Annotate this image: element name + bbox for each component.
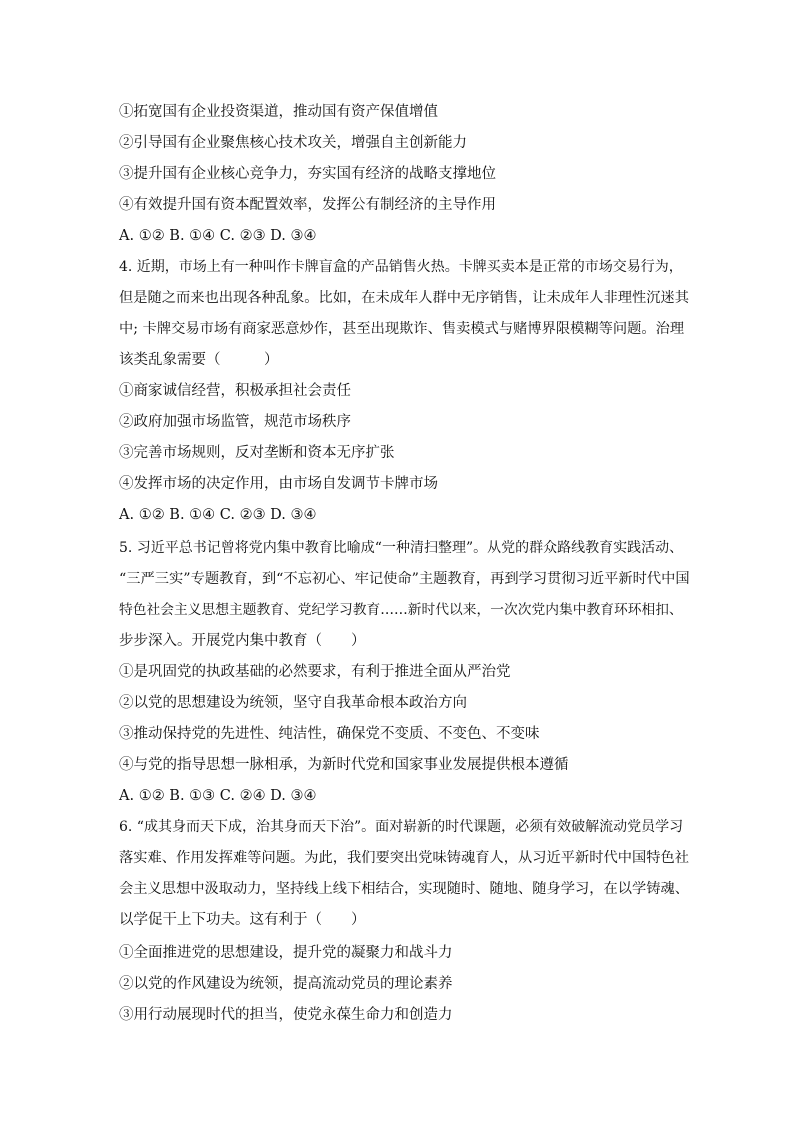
question-5-text: 5. 习近平总书记曾将党内集中教育比喻成“一种清扫整理”。从党的群众路线教育实践活动、 [119, 540, 684, 556]
question-4-text: 但是随之而来也出现各种乱象。比如，在未成年人群中无序销售，让未成年人非理性沉迷其 [119, 290, 690, 306]
option-4: ④与党的指导思想一脉相承，为新时代党和国家事业发展提供根本遵循 [119, 757, 569, 773]
option-1: ①拓宽国有企业投资渠道，推动国有资产保值增值 [119, 104, 438, 120]
option-3: ③用行动展现时代的担当，使党永葆生命力和创造力 [119, 1007, 453, 1023]
question-6-text: 6. “成其身而天下成，治其身而天下治”。面对崭新的时代课题，必须有效破解流动党员学习 [119, 819, 684, 835]
question-6-text: 会主义思想中汲取动力，坚持线上线下相结合，实现随时、随地、随身学习，在以学铸魂、 [119, 881, 690, 897]
option-2: ②政府加强市场监管，规范市场秩序 [119, 414, 351, 430]
question-5-text: 特色社会主义思想主题教育、党纪学习教育……新时代以来，一次次党内集中教育环环相扣、 [119, 602, 683, 618]
question-6-text: 落实难、作用发挥难等问题。为此，我们要突出党味铸魂育人，从习近平新时代中国特色社 [119, 850, 690, 866]
question-6-text: 以学促干上下功夫。这有利于（ ） [119, 912, 366, 928]
question-4-text: 该类乱象需要（ ） [119, 352, 279, 368]
option-2: ②以党的思想建设为统领，坚守自我革命根本政治方向 [119, 695, 467, 711]
question-5-text: 步步深入。开展党内集中教育（ ） [119, 633, 366, 649]
option-4: ④有效提升国有资本配置效率，发挥公有制经济的主导作用 [119, 197, 496, 213]
option-1: ①是巩固党的执政基础的必然要求，有利于推进全面从严治党 [119, 664, 511, 680]
option-3: ③提升国有企业核心竞争力，夯实国有经济的战略支撑地位 [119, 166, 496, 182]
answer-choices: A. ①② B. ①③ C. ②④ D. ③④ [119, 788, 317, 804]
option-3: ③推动保持党的先进性、纯洁性，确保党不变质、不变色、不变味 [119, 726, 540, 742]
option-3: ③完善市场规则，反对垄断和资本无序扩张 [119, 445, 395, 461]
question-5-text: “三严三实”专题教育，到“不忘初心、牢记使命”主题教育，再到学习贯彻习近平新时代中国 [119, 571, 690, 587]
option-4: ④发挥市场的决定作用，由市场自发调节卡牌市场 [119, 476, 438, 492]
option-1: ①全面推进党的思想建设，提升党的凝聚力和战斗力 [119, 945, 453, 961]
question-4-text: 4. 近期，市场上有一种叫作卡牌盲盒的产品销售火热。卡牌买卖本是正常的市场交易行为， [119, 259, 683, 275]
option-1: ①商家诚信经营，积极承担社会责任 [119, 383, 351, 399]
answer-choices: A. ①② B. ①④ C. ②③ D. ③④ [119, 228, 317, 244]
option-2: ②引导国有企业聚焦核心技术攻关，增强自主创新能力 [119, 135, 467, 151]
option-2: ②以党的作风建设为统领，提高流动党员的理论素养 [119, 976, 453, 992]
answer-choices: A. ①② B. ①④ C. ②③ D. ③④ [119, 507, 317, 523]
question-4-text: 中; 卡牌交易市场有商家恶意炒作，甚至出现欺诈、售卖模式与赌博界限模糊等问题。治理 [119, 321, 685, 337]
